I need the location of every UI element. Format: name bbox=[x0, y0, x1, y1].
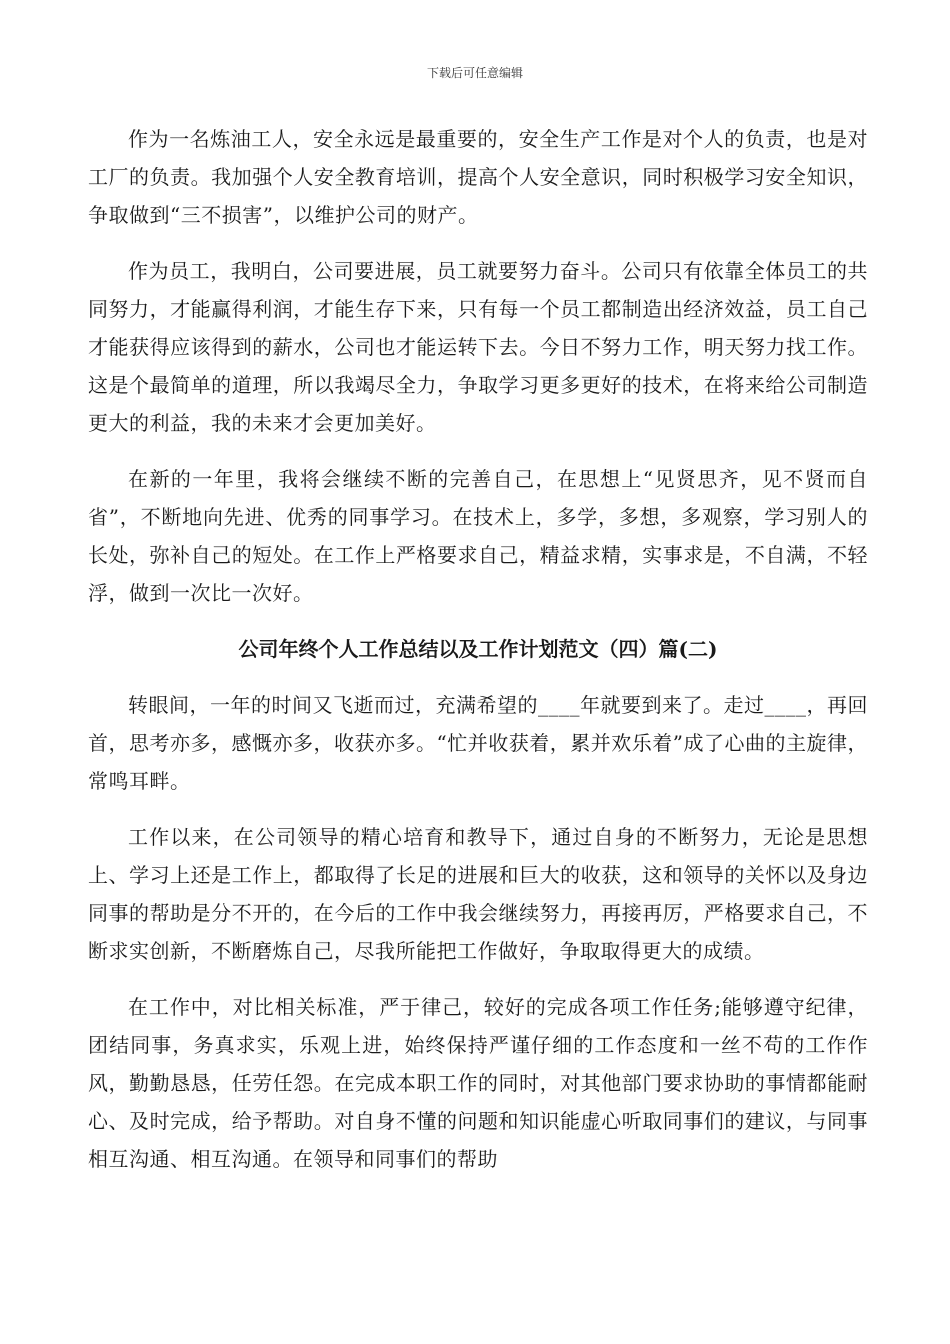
paragraph-company-development: 作为员工，我明白，公司要进展，员工就要努力奋斗。公司只有依靠全体员工的共同努力，才能赢得利润，才能生存下来，只有每一个员工都制造出经济效益，员工自己才能获得应该得到的薪水，公司也才能运转下去。今日不努力工作，明天努力找工作。这是个最简单的道理，所以我竭尽全力，争取学习更多更好的技术，在将来给公司制造更大的利益，我的未来才会更加美好。 bbox=[88, 259, 868, 435]
paragraph-since-working: 工作以来，在公司领导的精心培育和教导下，通过自身的不断努力，无论是思想上、学习上还是工作上，都取得了长足的进展和巨大的收获，这和领导的关怀以及身边同事的帮助是分不开的，在今后的工作中我会继续努力，再接再厉，严格要求自己，不断求实创新，不断磨炼自己，尽我所能把工作做好，争取取得更大的成绩。 bbox=[88, 825, 868, 963]
paragraph-in-work: 在工作中，对比相关标准，严于律己，较好的完成各项工作任务;能够遵守纪律，团结同事，务真求实，乐观上进，始终保持严谨仔细的工作态度和一丝不苟的工作作风，勤勤恳恳，任劳任怨。在完成本职工作的同时，对其他部门要求协助的事情都能耐心、及时完成，给予帮助。对自身不懂的问题和知识能虚心听取同事们的建议，与同事相互沟通、相互沟通。在领导和同事们的帮助 bbox=[88, 995, 868, 1171]
page-header: 下载后可任意编辑 bbox=[426, 66, 523, 80]
document-body bbox=[88, 120, 868, 1196]
paragraph-new-year: 在新的一年里，我将会继续不断的完善自己，在思想上“见贤思齐，见不贤而自省”，不断地向先进、优秀的同事学习。在技术上，多学，多想，多观察，学习别人的长处，弥补自己的短处。在工作上严格要求自己，精益求精，实事求是，不自满，不轻浮，做到一次比一次好。 bbox=[88, 467, 868, 605]
paragraph-safety: 作为一名炼油工人，安全永远是最重要的，安全生产工作是对个人的负责，也是对工厂的负责。我加强个人安全教育培训，提高个人安全意识，同时积极学习安全知识，争取做到“三不损害”，以维护公司的财产。 bbox=[88, 127, 868, 227]
section-title: 公司年终个人工作总结以及工作计划范文（四）篇(二) bbox=[238, 637, 718, 661]
paragraph-year-review: 转眼间，一年的时间又飞逝而过，充满希望的____年就要到来了。走过____，再回首，思考亦多，感慨亦多，收获亦多。“忙并收获着，累并欢乐着”成了心曲的主旋律，常鸣耳畔。 bbox=[88, 693, 868, 793]
